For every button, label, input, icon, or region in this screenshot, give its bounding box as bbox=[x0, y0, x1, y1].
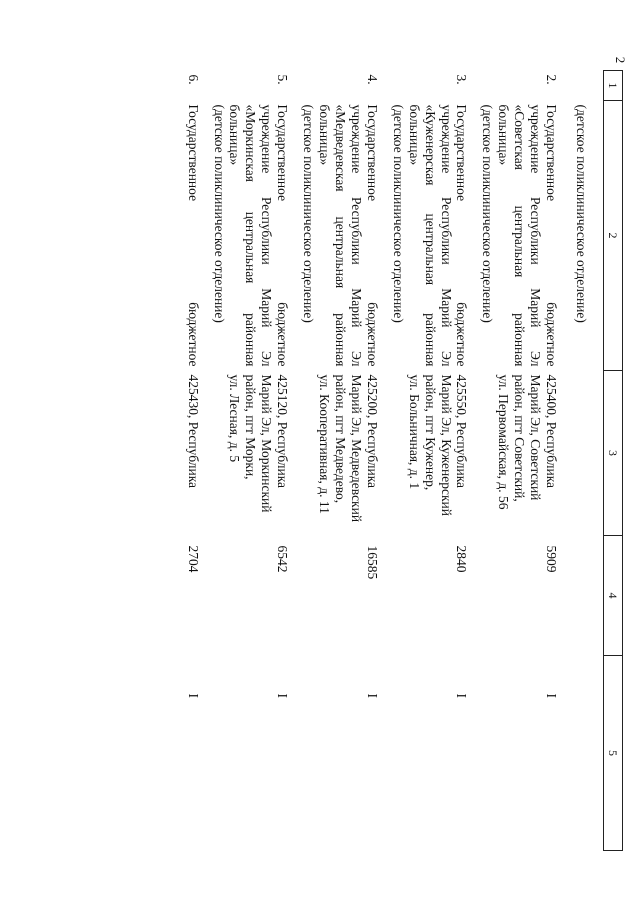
table-row-continuation bbox=[565, 71, 603, 851]
capacity-value: 5909 bbox=[544, 545, 560, 573]
column-header-3: 3 bbox=[604, 371, 623, 536]
category-value: I bbox=[454, 693, 470, 698]
table-row bbox=[386, 71, 476, 851]
table-row bbox=[207, 71, 297, 851]
registry-table bbox=[181, 70, 623, 851]
institution-address: 425120, Республика Марий Эл, Моркинский район, пгт Морки, ул. Лесная, д. 5 bbox=[227, 374, 291, 513]
institution-name: Государственное бюджетное учреждение Республики Марий Эл «Медведевская центральная районная больница» (детское поликлиническое отделение) bbox=[301, 104, 380, 367]
column-header-1: 1 bbox=[604, 71, 623, 101]
row-number: 3. bbox=[454, 74, 470, 85]
row-number: 4. bbox=[364, 74, 380, 85]
page-number: 2 bbox=[613, 56, 628, 64]
institution-address: 425430, Республика bbox=[185, 374, 201, 489]
institution-address: 425400, Республика Марий Эл, Советский район, пгт Советский, ул. Первомайская, д. 56 bbox=[496, 374, 560, 510]
table-body bbox=[181, 71, 604, 851]
table-row bbox=[181, 71, 207, 851]
table-row bbox=[475, 71, 565, 851]
table-row bbox=[296, 71, 386, 851]
row-number: 5. bbox=[275, 74, 291, 85]
category-value: I bbox=[364, 693, 380, 698]
institution-name: Государственное бюджетное bbox=[185, 104, 201, 367]
column-header-2: 2 bbox=[604, 101, 623, 371]
capacity-value: 2840 bbox=[454, 545, 470, 573]
category-value: I bbox=[185, 693, 201, 698]
column-header-5: 5 bbox=[604, 656, 623, 851]
capacity-value: 6542 bbox=[275, 545, 291, 573]
category-value: I bbox=[275, 693, 291, 698]
column-header-4: 4 bbox=[604, 536, 623, 656]
institution-address: 425550, Республика Марий Эл, Куженерский район, пгт Куженер, ул. Больничная, д. 1 bbox=[406, 374, 470, 516]
table-header bbox=[604, 71, 623, 851]
capacity-value: 16585 bbox=[364, 545, 380, 580]
institution-name: Государственное бюджетное учреждение Республики Марий Эл «Советская центральная районная больница» (детское поликлиническое отделение) bbox=[480, 104, 560, 367]
document-landscape-area bbox=[103, 70, 623, 850]
institution-address: 425200, Республика Марий Эл, Медведевский район, пгт Медведево, ул. Кооперативная, д. 11 bbox=[317, 374, 380, 523]
institution-name: Государственное бюджетное учреждение Республики Марий Эл «Куженерская центральная районная больница» (детское поликлиническое отделение) bbox=[390, 104, 470, 367]
capacity-value: 2704 bbox=[185, 545, 201, 573]
institution-name: Государственное бюджетное учреждение Республики Марий Эл «Моркинская центральная районная больница» (детское поликлиническое отделение) bbox=[211, 104, 291, 367]
continuation-name-tail: (детское поликлиническое отделение) bbox=[574, 104, 589, 323]
row-number: 2. bbox=[544, 74, 560, 85]
category-value: I bbox=[544, 693, 560, 698]
row-number: 6. bbox=[185, 74, 201, 85]
